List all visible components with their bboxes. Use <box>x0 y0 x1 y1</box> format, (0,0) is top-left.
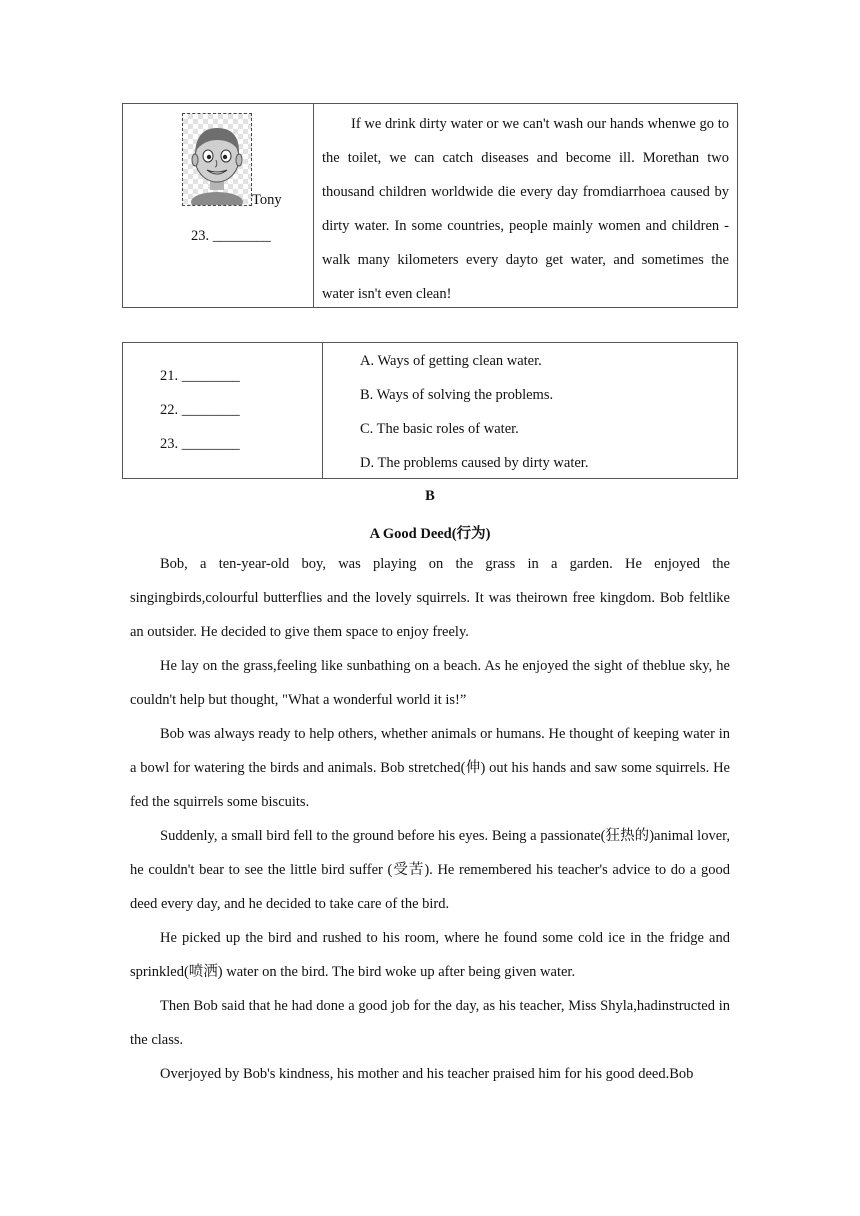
paragraph-1: Bob, a ten-year-old boy, was playing on the grass in a garden. He enjoyed the singingbirds,colourful butterflies and the lovely squirrels. It was theirown free kingdom. Bob feltlike an outsider. He decided to give them space to enjoy freely. <box>130 556 730 640</box>
person-name-label: Tony <box>252 192 282 208</box>
boy-cartoon-icon <box>183 114 251 205</box>
paragraph-6: Then Bob said that he had done a good job for the day, as his teacher, Miss Shyla,hadinstructed in the class. <box>130 998 730 1048</box>
person-cell <box>123 104 314 307</box>
passage-title: A Good Deed(行为) <box>369 526 491 542</box>
matching-table-top <box>122 103 738 308</box>
section-heading: B <box>425 488 435 504</box>
paragraph-cell <box>314 104 737 307</box>
water-paragraph: If we drink dirty water or we can't wash our hands whenwe go to the toilet, we can catch diseases and become ill. Morethan two thousand children worldwide die every day fromdiarrhoea caused by dirty water. In some countries, people mainly women and children - walk many kilometers every dayto get water, and sometimes the water isn't even clean! <box>322 116 729 302</box>
option-a: A. Ways of getting clean water. <box>360 353 542 369</box>
passage-body <box>130 547 730 1091</box>
answer-blank-23[interactable]: 23. ________ <box>160 436 240 452</box>
paragraph-4: Suddenly, a small bird fell to the ground before his eyes. Being a passionate(狂热的)animal lover, he couldn't bear to see the little bird suffer (受苦). He remembered his teacher's advice to do a good deed every day, and he decided to take care of the bird. <box>130 828 730 912</box>
paragraph-2: He lay on the grass,feeling like sunbathing on a beach. As he enjoyed the sight of theblue sky, he couldn't help but thought, "What a wonderful world it is!” <box>130 658 730 708</box>
paragraph-3: Bob was always ready to help others, whether animals or humans. He thought of keeping water in a bowl for watering the birds and animals. Bob stretched(伸) out his hands and saw some squirrels. He fed the squirrels some biscuits. <box>130 726 730 810</box>
option-d: D. The problems caused by dirty water. <box>360 455 589 471</box>
answer-blank-22[interactable]: 22. ________ <box>160 402 240 418</box>
matching-table-options <box>122 342 738 479</box>
paragraph-7: Overjoyed by Bob's kindness, his mother and his teacher praised him for his good deed.Bob <box>160 1066 694 1082</box>
boy-avatar-image <box>182 113 252 206</box>
answer-blank-21[interactable]: 21. ________ <box>160 368 240 384</box>
options-cell <box>323 343 737 478</box>
answer-blank-23[interactable]: 23. ________ <box>191 228 271 244</box>
paragraph-5: He picked up the bird and rushed to his room, where he found some cold ice in the fridge and sprinkled(喷洒) water on the bird. The bird woke up after being given water. <box>130 930 730 980</box>
blanks-cell <box>123 343 323 478</box>
option-c: C. The basic roles of water. <box>360 421 519 437</box>
option-b: B. Ways of solving the problems. <box>360 387 554 403</box>
